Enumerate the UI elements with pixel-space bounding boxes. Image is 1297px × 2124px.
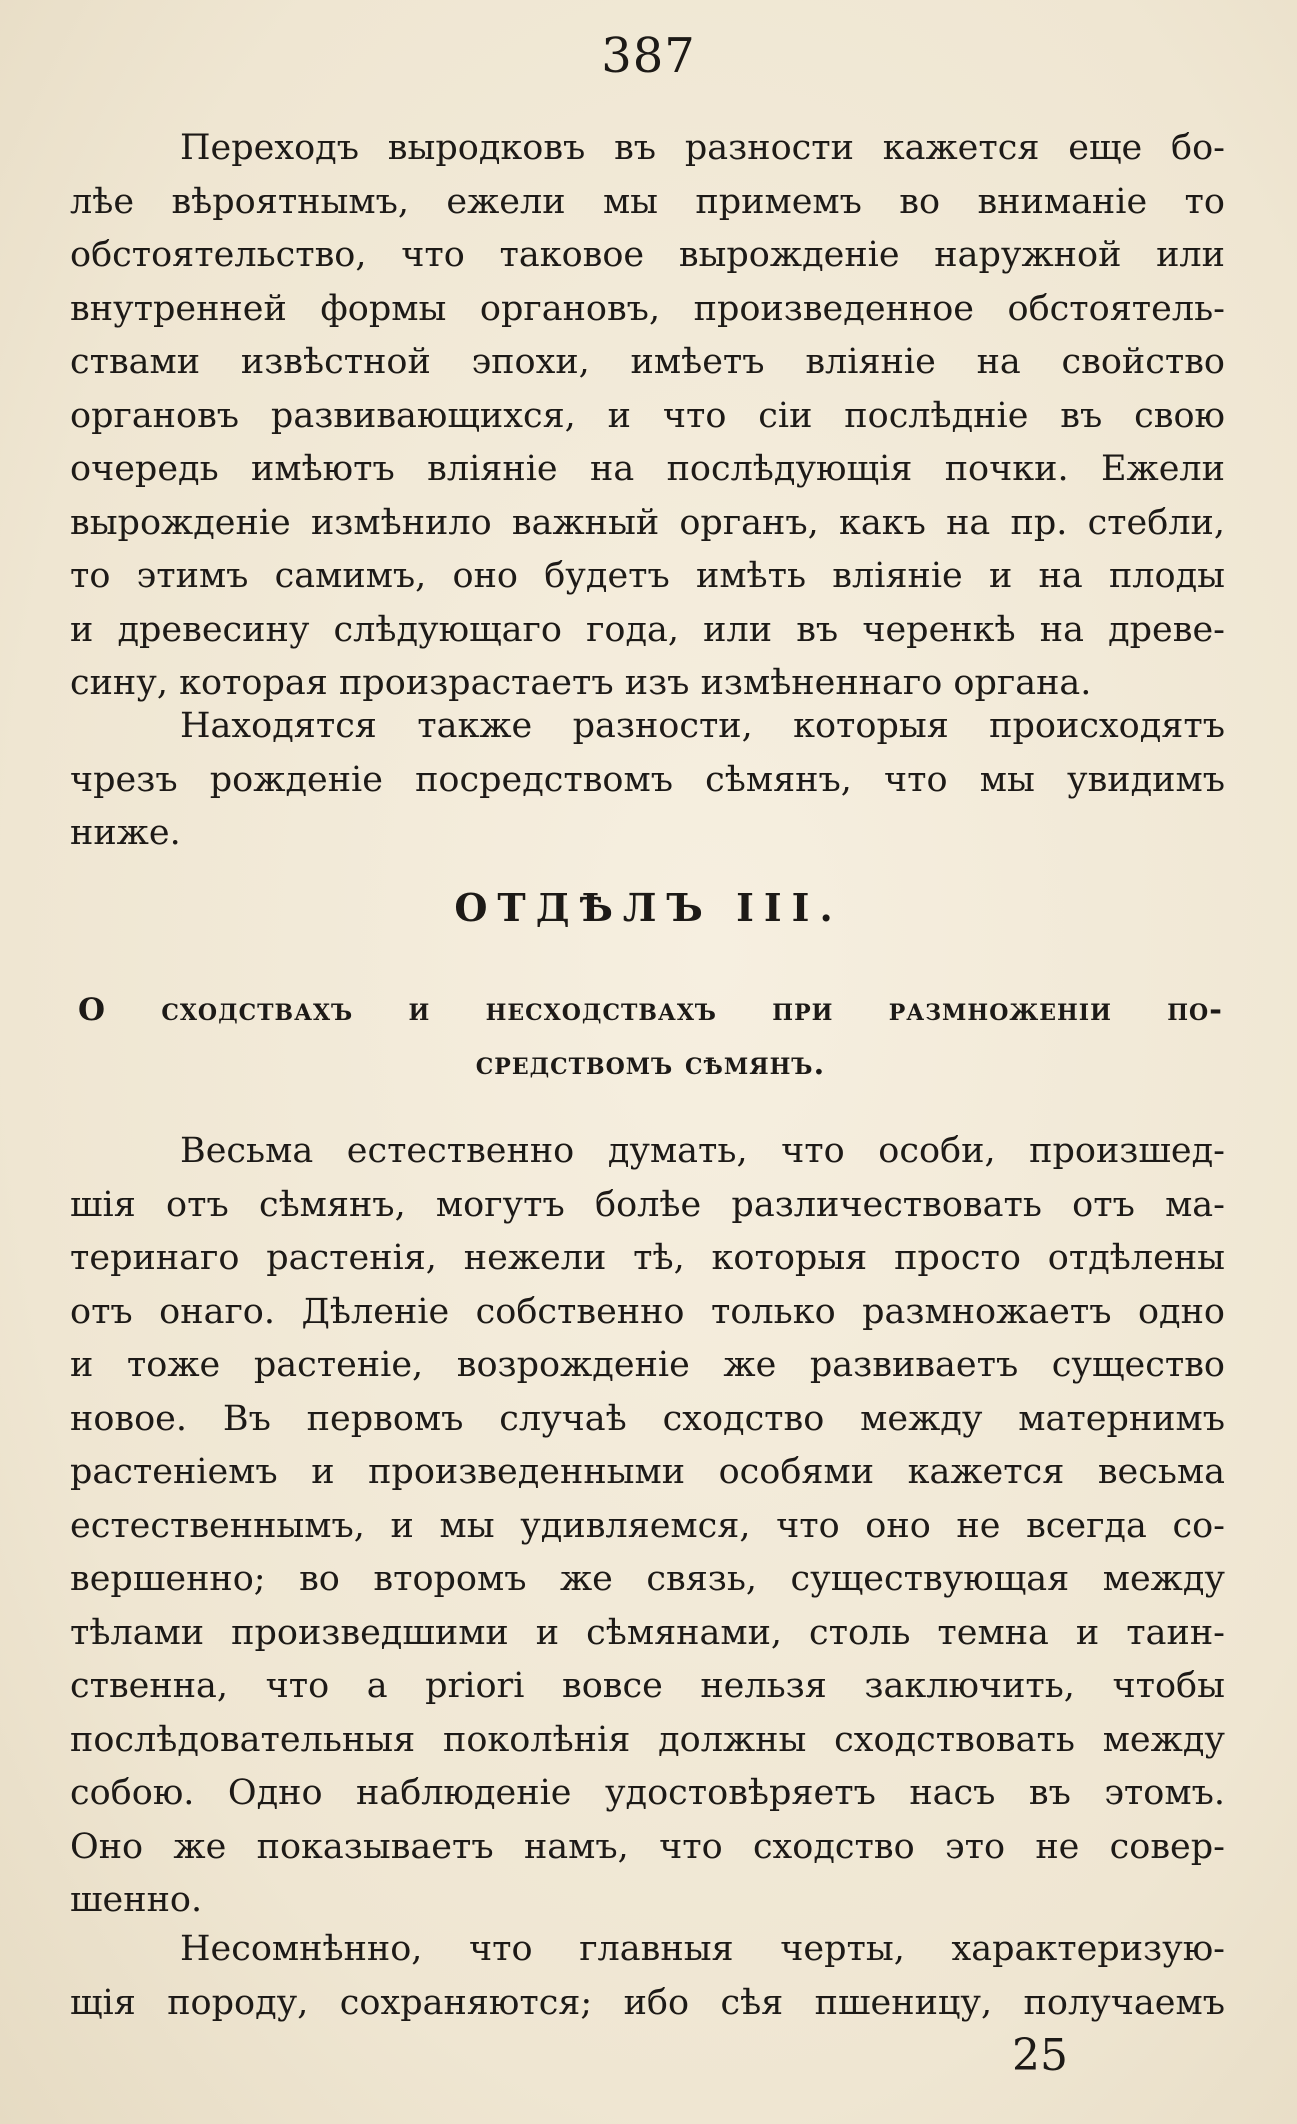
text-line: ствами извѣстной эпохи, имѣетъ вліяніе на свойство [70, 342, 1225, 382]
paragraph-3 [70, 1125, 1225, 1928]
text-line: шенно. [70, 1880, 203, 1920]
text-line: чрезъ рожденіе посредствомъ сѣмянъ, что мы увидимъ [70, 759, 1225, 800]
signature-mark: 25 [1012, 2030, 1068, 2081]
text-line: Переходъ выродковъ въ разности кажется еще бо- [180, 128, 1225, 168]
text-line: Весьма естественно думать, что особи, произшед- [180, 1131, 1225, 1171]
paragraph-1 [70, 122, 1225, 711]
text-line: тѣлами произведшими и сѣмянами, столь темна и таин- [70, 1612, 1225, 1653]
text-line: Находятся также разности, которыя происходятъ [180, 706, 1225, 746]
text-line: Несомнѣнно, что главныя черты, характеризую- [180, 1929, 1225, 1969]
text-line: ниже. [70, 813, 181, 853]
text-line: сину, которая произрастаетъ изъ измѣненнаго органа. [70, 663, 1092, 703]
text-line: послѣдовательныя поколѣнія должны сходствовать между [70, 1719, 1225, 1760]
paragraph-2 [70, 700, 1225, 861]
text-line: очередь имѣютъ вліяніе на послѣдующія почки. Ежели [70, 449, 1225, 489]
page-number: 387 [601, 28, 696, 84]
text-line: теринаго растенія, нежели тѣ, которыя просто отдѣлены [70, 1238, 1225, 1278]
text-line: и тоже растеніе, возрожденіе же развиваетъ существо [70, 1345, 1225, 1385]
section-title-line: средствомъ сѣмянъ. [475, 1046, 826, 1082]
text-line: щія породу, сохраняются; ибо сѣя пшеницу, получаемъ [70, 1982, 1225, 2023]
text-line: собою. Одно наблюденіе удостовѣряетъ насъ въ этомъ. [70, 1773, 1225, 1813]
text-line: шія отъ сѣмянъ, могутъ болѣе различествовать отъ ма- [70, 1184, 1225, 1225]
text-line: растеніемъ и произведенными особями кажется весьма [70, 1452, 1225, 1492]
text-line: органовъ развивающихся, и что сіи послѣдніе въ свою [70, 395, 1225, 436]
text-line: лѣе вѣроятнымъ, ежели мы примемъ во вниманіе то [70, 181, 1225, 222]
section-title-line: О сходствахъ и несходствахъ при размноженіи по- [78, 992, 1223, 1028]
paragraph-4 [70, 1923, 1225, 2030]
text-line: внутренней формы органовъ, произведенное обстоятель- [70, 288, 1225, 329]
text-line: ственна, что a priori вовсе нельзя заключить, чтобы [70, 1666, 1225, 1706]
section-title [78, 983, 1223, 1091]
text-line: то этимъ самимъ, оно будетъ имѣть вліяніе и на плоды [70, 556, 1225, 596]
text-line: естественнымъ, и мы удивляемся, что оно не всегда со- [70, 1505, 1225, 1546]
section-heading: ОТДѢЛЪ III. [454, 885, 843, 930]
text-line: отъ онаго. Дѣленіе собственно только размножаетъ одно [70, 1291, 1225, 1332]
text-line: Оно же показываетъ намъ, что сходство это не совер- [70, 1826, 1225, 1867]
text-line: вырожденіе измѣнило важный органъ, какъ на пр. стебли, [70, 502, 1225, 543]
text-line: новое. Въ первомъ случаѣ сходство между матернимъ [70, 1398, 1225, 1439]
text-line: вершенно; во второмъ же связь, существующая между [70, 1559, 1225, 1599]
text-line: и древесину слѣдующаго года, или въ черенкѣ на древе- [70, 609, 1225, 650]
text-line: обстоятельство, что таковое вырожденіе наружной или [70, 235, 1225, 275]
